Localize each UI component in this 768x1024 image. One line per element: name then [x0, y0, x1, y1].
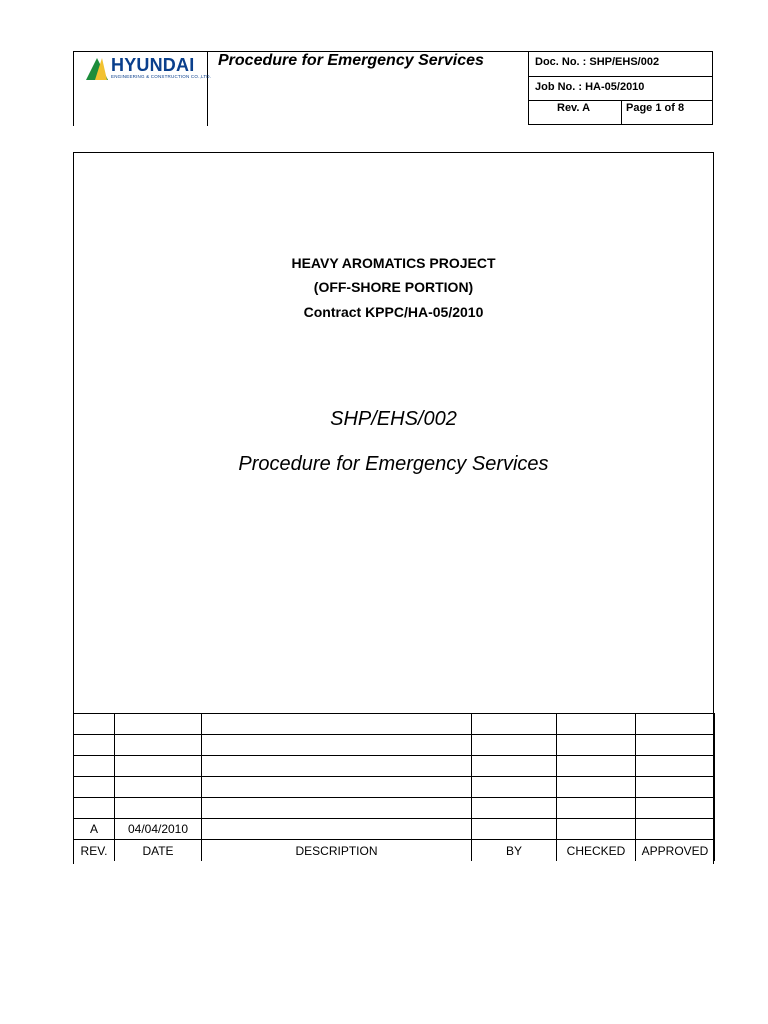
date-cell: 04/04/2010 [115, 819, 202, 840]
revision-table [73, 713, 715, 861]
checked-cell [557, 798, 636, 819]
doc-no-row [529, 52, 712, 77]
checked-cell [557, 756, 636, 777]
rev-cell [74, 777, 115, 798]
rev-cell [74, 735, 115, 756]
table-row [74, 714, 715, 735]
table-row [74, 798, 715, 819]
rev-cell [74, 756, 115, 777]
approved-cell [636, 735, 715, 756]
rev-label: Rev. A [557, 102, 591, 114]
document-code: SHP/EHS/002 [330, 408, 457, 430]
date-cell [115, 777, 202, 798]
table-row [74, 777, 715, 798]
approved-cell [636, 798, 715, 819]
job-no-row [529, 76, 712, 101]
by-cell [472, 819, 557, 840]
table-row [74, 756, 715, 777]
rev-page-row [529, 100, 712, 125]
approved-cell [636, 714, 715, 735]
date-cell [115, 714, 202, 735]
by-cell [472, 714, 557, 735]
rev-cell [74, 714, 115, 735]
header-rev: REV. [74, 840, 115, 862]
document-info-box [528, 51, 713, 125]
description-cell [202, 798, 472, 819]
document-title: Procedure for Emergency Services [238, 453, 549, 475]
by-cell [472, 756, 557, 777]
contract-number: Contract KPPC/HA-05/2010 [303, 304, 484, 320]
header-description: DESCRIPTION [202, 840, 472, 862]
logo-subtitle: ENGINEERING & CONSTRUCTION CO.,LTD. [111, 74, 212, 79]
header-by: BY [472, 840, 557, 862]
description-cell [202, 819, 472, 840]
table-header-row [74, 840, 715, 862]
logo-wordmark: HYUNDAI [111, 55, 195, 75]
approved-cell [636, 777, 715, 798]
doc-no: Doc. No. : SHP/EHS/002 [535, 56, 660, 68]
table-row [74, 735, 715, 756]
description-cell [202, 756, 472, 777]
by-cell [472, 735, 557, 756]
checked-cell [557, 735, 636, 756]
checked-cell [557, 714, 636, 735]
checked-cell [557, 819, 636, 840]
checked-cell [557, 777, 636, 798]
description-cell [202, 777, 472, 798]
date-cell [115, 798, 202, 819]
header-approved: APPROVED [636, 840, 715, 862]
description-cell [202, 714, 472, 735]
project-name: HEAVY AROMATICS PROJECT [291, 255, 496, 271]
hyundai-logo-accent-icon [95, 58, 107, 80]
by-cell [472, 777, 557, 798]
header-date: DATE [115, 840, 202, 862]
job-no: Job No. : HA-05/2010 [535, 81, 645, 93]
approved-cell [636, 756, 715, 777]
rev-cell [74, 798, 115, 819]
rev-cell: A [74, 819, 115, 840]
by-cell [472, 798, 557, 819]
date-cell [115, 735, 202, 756]
header-checked: CHECKED [557, 840, 636, 862]
header-title: Procedure for Emergency Services [218, 52, 484, 69]
table-row [74, 819, 715, 840]
description-cell [202, 735, 472, 756]
approved-cell [636, 819, 715, 840]
page-number: Page 1 of 8 [626, 102, 685, 114]
project-portion: (OFF-SHORE PORTION) [313, 279, 474, 295]
date-cell [115, 756, 202, 777]
